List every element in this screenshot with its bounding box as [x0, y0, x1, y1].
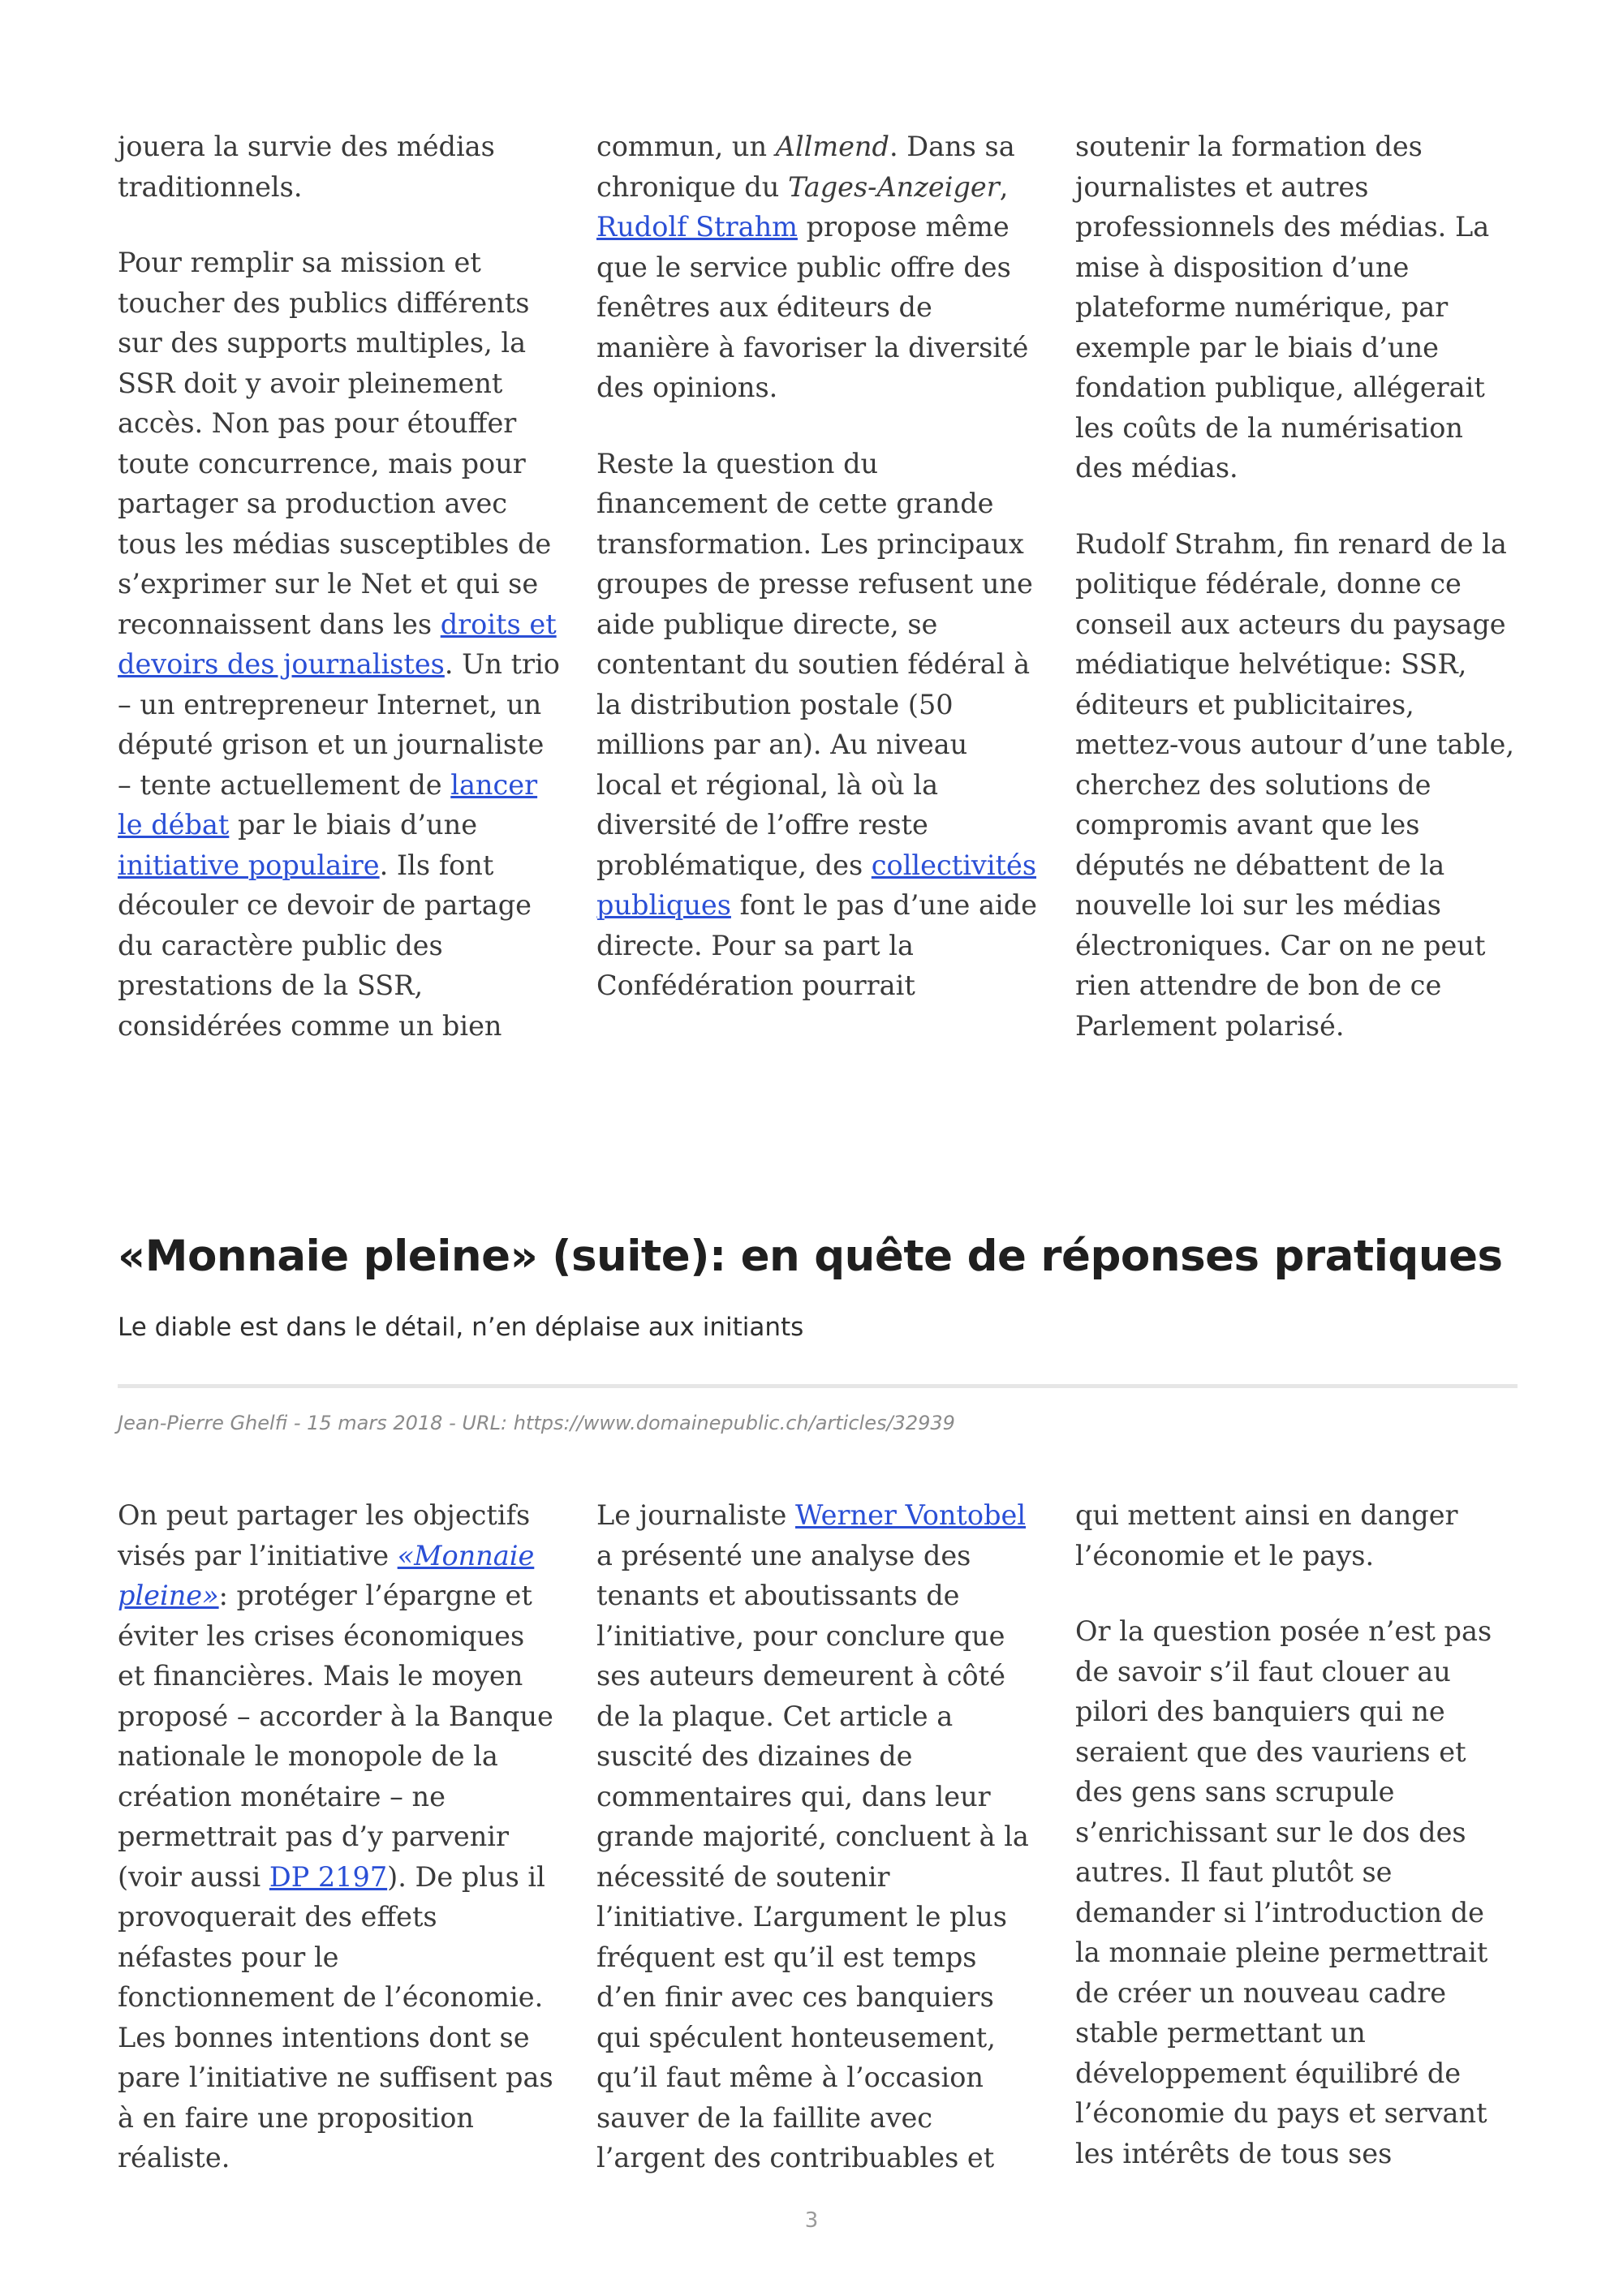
article-title: «Monnaie pleine» (suite): en quête de réponses pratiques: [118, 1232, 1503, 1281]
link-droits-devoirs[interactable]: droits et devoirs des journalistes: [118, 608, 557, 680]
link-dp-2197[interactable]: DP 2197: [269, 1860, 388, 1893]
paragraph: jouera la survie des médias traditionnels.: [118, 131, 495, 203]
paragraph: Reste la question du financement de cette grande transformation. Les principaux groupes de presse refusent une aide publique directe, se contentant du soutien fédéral à la distribution postale (50 millions par an). Au niveau local et régional, là où la diversité de l’offre reste problématique, des collectivités publiques font le pas d’une aide directe. Pour sa part la Confédération pourrait: [596, 447, 1037, 1001]
page-number: 3: [804, 2208, 819, 2233]
divider: [118, 1384, 1518, 1388]
article-meta: Jean-Pierre Ghelfi - 15 mars 2018 - URL: https://www.domainepublic.ch/articles/32939: [118, 1412, 955, 1434]
article1-column-1: [118, 127, 560, 1046]
article1-column-2: [596, 127, 1039, 1006]
link-rudolf-strahm[interactable]: Rudolf Strahm: [596, 211, 798, 243]
article2-column-3: [1075, 1495, 1518, 2173]
article2-column-2: [596, 1495, 1039, 2178]
paragraph: Le journaliste Werner Vontobel a présenté une analyse des tenants et aboutissants de l’initiative, pour conclure que ses auteurs demeurent à côté de la plaque. Cet article a suscité des dizaines de commentaires qui, dans leur grande majorité, concluent à la nécessité de soutenir l’initiative. L’argument le plus fréquent est qu’il est temps d’en finir avec ces banquiers qui spéculent honteusement, qu’il faut même à l’occasion sauver de la faillite avec l’argent des contribuables et: [596, 1499, 1029, 2173]
link-werner-vontobel[interactable]: Werner Vontobel: [794, 1499, 1027, 1531]
link-lancer-debat[interactable]: lancer le débat: [118, 768, 538, 841]
paragraph: On peut partager les objectifs visés par l’initiative «Monnaie pleine»: protéger l’épargne et éviter les crises économiques et financières. Mais le moyen proposé – accorder à la Banque nationale le monopole de la création monétaire – ne permettrait pas d’y parvenir (voir aussi DP 2197). De plus il provoquerait des effets néfastes pour le fonctionnement de l’économie. Les bonnes intentions dont se pare l’initiative ne suffisent pas à en faire une proposition réaliste.: [118, 1499, 553, 2173]
paragraph: Pour remplir sa mission et toucher des publics différents sur des supports multiples, la SSR doit y avoir pleinement accès. Non pas pour étouffer toute concurrence, mais pour partager sa production avec tous les médias susceptibles de s’exprimer sur le Net et qui se reconnaissent dans les droits et devoirs des journalistes. Un trio – un entrepreneur Internet, un député grison et un journaliste – tente actuellement de lancer le débat par le biais d’une initiative populaire. Ils font découler ce devoir de partage du caractère public des prestations de la SSR, considérées comme un bien: [118, 247, 560, 1042]
link-initiative-populaire[interactable]: initiative populaire: [118, 849, 380, 881]
article-subtitle: Le diable est dans le détail, n’en déplaise aux initiants: [118, 1313, 804, 1342]
paragraph: soutenir la formation des journalistes et autres professionnels des médias. La mise à disposition d’une plateforme numérique, par exemple par le biais d’une fondation publique, allégerait les coûts de la numérisation des médias.: [1075, 131, 1490, 484]
paragraph: qui mettent ainsi en danger l’économie et le pays.: [1075, 1499, 1458, 1572]
paragraph: Or la question posée n’est pas de savoir s’il faut clouer au pilori des banquiers qui ne seraient que des vauriens et des gens sans scrupule s’enrichissant sur le dos des autres. Il faut plutôt se demander si l’introduction de la monnaie pleine permettrait de créer un nouveau cadre stable permettant un développement équilibré de l’économie du pays et servant les intérêts de tous ses: [1075, 1615, 1492, 2169]
paragraph: commun, un Allmend. Dans sa chronique du Tages-Anzeiger, Rudolf Strahm propose même que le service public offre des fenêtres aux éditeurs de manière à favoriser la diversité des opinions.: [596, 131, 1029, 403]
article2-column-1: [118, 1495, 560, 2178]
link-collectivites-publiques[interactable]: collectivités publiques: [596, 849, 1037, 921]
paragraph: Rudolf Strahm, fin renard de la politique fédérale, donne ce conseil aux acteurs du paysage médiatique helvétique: SSR, éditeurs et publicitaires, mettez-vous autour d’une table, cherchez des solutions de compromis avant que les députés ne débattent de la nouvelle loi sur les médias électroniques. Car on ne peut rien attendre de bon de ce Parlement polarisé.: [1075, 527, 1515, 1042]
link-monnaie-pleine[interactable]: «Monnaie pleine»: [118, 1539, 535, 1611]
article1-column-3: [1075, 127, 1518, 1046]
